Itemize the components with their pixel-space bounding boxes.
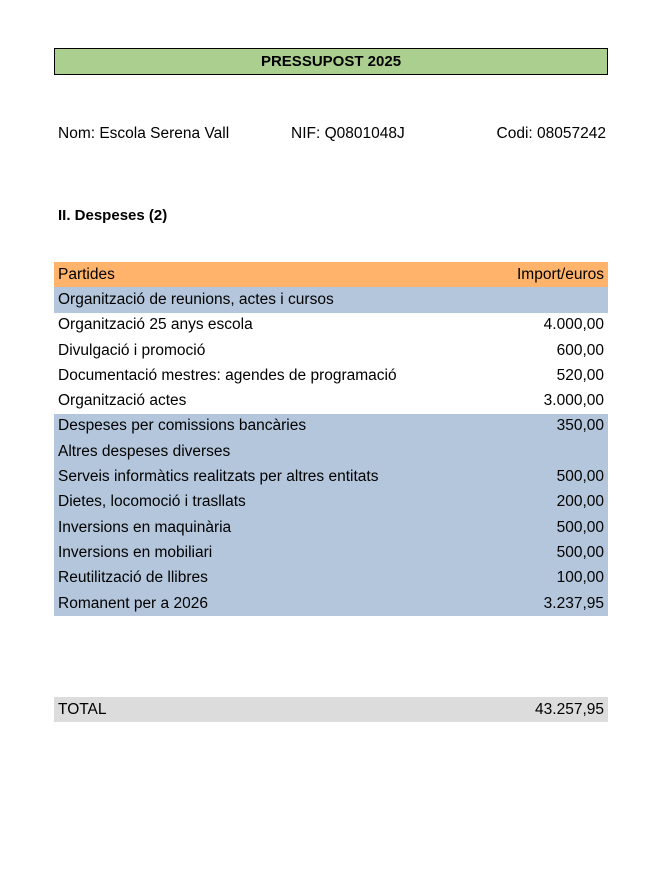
table-header [54,262,608,287]
table-row [54,439,608,464]
table-row [54,388,608,413]
table-row [54,338,608,363]
page-title: PRESSUPOST 2025 [54,48,608,75]
row-value: 520,00 [556,366,604,384]
row-label: Romanent per a 2026 [58,594,208,612]
table-row [54,414,608,439]
table-row [54,363,608,388]
row-label: Organització de reunions, actes i cursos [58,290,334,308]
row-value: 350,00 [556,417,604,435]
row-label: Altres despeses diverses [58,442,231,460]
row-value: 200,00 [556,493,604,511]
table-row [54,490,608,515]
total-value: 43.257,95 [535,700,604,718]
school-nif: NIF: Q0801048J [291,125,405,142]
row-label: Organització 25 anys escola [58,316,253,334]
table-row [54,515,608,540]
row-label: Inversions en mobiliari [58,543,213,561]
table-row [54,313,608,338]
row-label: Serveis informàtics realitzats per altres entitats [58,468,379,486]
table-row [54,566,608,591]
total-row [54,697,608,722]
header-import: Import/euros [516,265,604,283]
row-value: 500,00 [556,518,604,536]
row-value: 100,00 [556,569,604,587]
row-value: 500,00 [556,468,604,486]
table-row [54,540,608,565]
school-name: Nom: Escola Serena Vall [58,125,230,142]
row-label: Documentació mestres: agendes de programació [58,366,397,384]
row-value: 4.000,00 [543,316,604,334]
row-label: Inversions en maquinària [58,518,232,536]
table-row [54,591,608,616]
row-label: Organització actes [58,392,187,410]
row-label: Divulgació i promoció [58,341,206,359]
table-row [54,287,608,312]
table-row [54,464,608,489]
row-label: Reutilització de llibres [58,569,208,587]
header-partides: Partides [58,265,115,283]
row-value: 3.237,95 [543,594,604,612]
budget-table [54,262,608,616]
total-label: TOTAL [58,700,107,718]
row-value: 600,00 [556,341,604,359]
row-value: 500,00 [556,543,604,561]
row-value: 3.000,00 [543,392,604,410]
school-code: Codi: 08057242 [496,125,606,142]
row-label: Despeses per comissions bancàries [58,417,307,435]
section-heading: II. Despeses (2) [58,207,168,224]
row-label: Dietes, locomoció i trasllats [58,493,246,511]
